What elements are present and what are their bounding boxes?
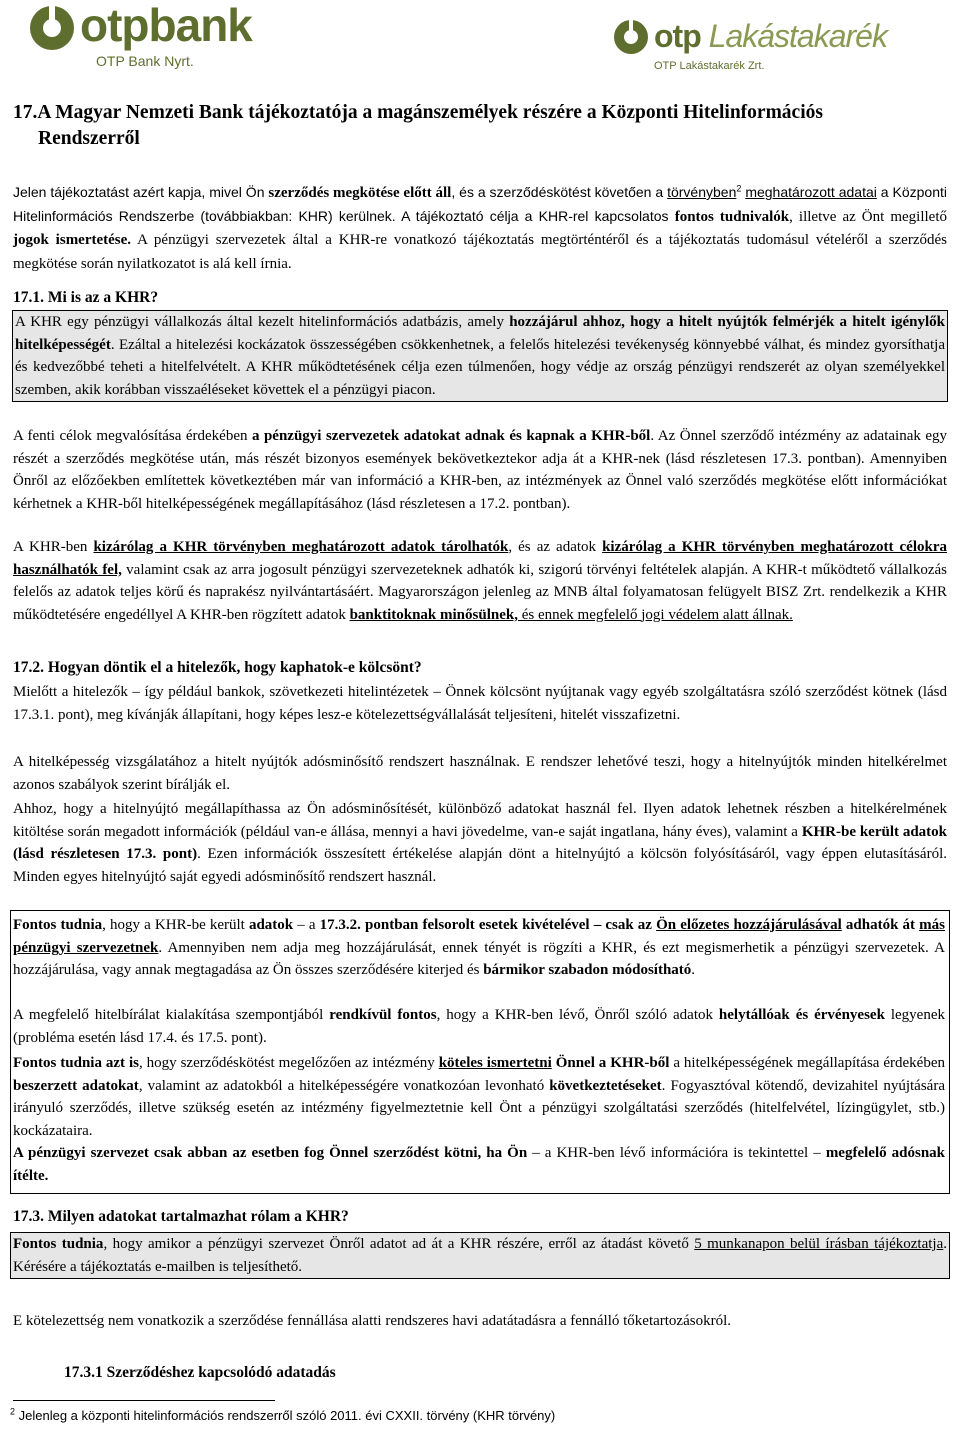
intro-paragraph: Jelen tájékoztatást azért kapja, mivel Ön szerződés megkötése előtt áll, és a szerződéskötést követően a törvényben$^2$ meghatározott adatai a Központi Hitelinformációs Rendszerbe (továbbiakban: KHR) kerülnek. A tájékoztató célja a KHR-rel kapcsolatos fontos tudnivalók, illetve az Önt megillető jogok ismertetése. A pénzügyi szervezetek által a KHR-re vonatkozó tájékoztatás megtörténtéről és a tájékoztatás tudomásul vételéről a szerződés megkötése során nyilatkozatot is alá kell írnia. xyxy=(13,183,947,272)
creditor-decision-paragraph: Mielőtt a hitelezők – így például bankok, szövetkezeti hitelintézetek – Önnek kölcsönt nyújtanak vagy egyéb szolgáltatásra szóló szerződést kötnek (lásd 17.3.1. pont), meg kívánják állapítani, hogy képes lesz-e kötelezettségvállalását teljesíteni, hitelét visszafizetni. xyxy=(13,684,947,723)
monthly-reporting-exception-paragraph: E kötelezettség nem vonatkozik a szerződése fennállása alatti rendszeres havi adatátadásra a fennálló tőketartozásokról. xyxy=(13,1313,732,1329)
footnote-divider xyxy=(13,1400,275,1401)
credit-rating-system-paragraph: A hitelképesség vizsgálatához a hitelt nyújtók adósminősítő rendszert használnak. E rendszer lehetővé teszi, hogy a hitelnyújtók minden hitelkérelmet azonos szabályok szerint bírálják el. xyxy=(13,754,947,793)
section-heading-17-3-1: 17.3.1 Szerződéshez kapcsolódó adatadás xyxy=(64,1364,336,1381)
section-heading-17-2: 17.2. Hogyan döntik el a hitelezők, hogy kaphatok-e kölcsönt? xyxy=(13,659,422,676)
otp-lakastakarek-logo-mark-icon xyxy=(614,20,648,54)
notification-box: Fontos tudnia, hogy amikor a pénzügyi szervezet Önről adatot ad át a KHR részére, erről az átadást követő 5 munkanapon belül írásban tájékoztatja. Kérésére a tájékoztatás e-mailben is teljesíthető. xyxy=(10,1232,950,1279)
otp-lakastakarek-logo-text: otp Lakástakarék xyxy=(654,18,887,54)
otp-lakastakarek-logo xyxy=(614,18,944,78)
page-title: 17.A Magyar Nemzeti Bank tájékoztatója a magánszemélyek részére a Központi Hitelinformációs Rendszerről xyxy=(13,102,823,149)
section-heading-17-3: 17.3. Milyen adatokat tartalmazhat rólam a KHR? xyxy=(13,1208,349,1225)
khr-data-exchange-paragraph: A fenti célok megvalósítása érdekében a pénzügyi szervezetek adatokat adnak és kapnak a KHR-ből. Az Önnel szerződő intézmény az adatainak egy részét a szerződés megkötése után, más részét bizonyos események bekövetkeztekor adja át a KHR-nek (lásd részletesen 17.3. pontban). Amennyiben Önről az előzőekben említettek következtében már van információ a KHR-ben, az intézmények az Önnel való szerződés megkötése előtt információkat kérhetnek a KHR-ből hitelképességének megállapításához (lásd részletesen a 17.2. pontban). xyxy=(13,428,948,512)
section-heading-17-1: 17.1. Mi is az a KHR? xyxy=(13,289,159,306)
footnote: $^2$ Jelenleg a központi hitelinformációs rendszerről szóló 2011. évi CXXII. törvény (KHR törvény) xyxy=(10,1406,556,1423)
otpbank-logo-text: otpbank xyxy=(80,0,252,51)
otp-lakastakarek-logo-tagline: OTP Lakástakarék Zrt. xyxy=(654,60,765,72)
otp-logo-mark-icon xyxy=(30,6,74,50)
credit-rating-data-paragraph: Ahhoz, hogy a hitelnyújtó megállapíthassa az Ön adósminősítését, különböző adatokat használ fel. Ilyen adatok lehetnek részben a hitelkérelmének kitöltése során megadott információk (például van-e állása, mennyi a havi jövedelme, van-e saját ingatlana, hány éves), valamint a KHR-be került adatok (lásd részletesen 17.3. pont). Ezen információk összesített értékelése alapján dönt a hitelnyújtó a kölcsön folyósításáról, vagy éppen elutasításáról. Minden egyes hitelnyújtó saját egyedi adósminősítő rendszert használ. xyxy=(13,801,947,885)
otpbank-logo-tagline: OTP Bank Nyrt. xyxy=(96,53,194,69)
contract-condition-paragraph: A pénzügyi szervezet csak abban az esetben fog Önnel szerződést kötni, ha Ön – a KHR-ben lévő információra is tekintettel – megfelelő adósnak ítélte. xyxy=(13,1145,946,1184)
khr-storage-paragraph: A KHR-ben kizárólag a KHR törvényben meghatározott adatok tárolhatók, és az adatok kizárólag a KHR törvényben meghatározott célokra használhatók fel, valamint csak az arra jogosult pénzügyi szervezeteknek adhatók ki, szigorú törvényi feltételek alapján. A KHR-t működtető vállalkozás felelős az adatok teljes körű és naprakész nyilvántartásáért. Magyarországon jelenleg az MNB által folyamatosan felügyelt BISZ Zrt. rendelkezik a KHR működtetésére engedéllyel A KHR-ben rögzített adatok banktitoknak minősülnek, és ennek megfelelő jogi védelem alatt állnak. xyxy=(13,539,948,623)
disclosure-obligation-paragraph: Fontos tudnia azt is, hogy szerződéskötést megelőzően az intézmény köteles ismertetni Önnel a KHR-ből a hitelképességének megállapítása érdekében beszerzett adatokat, valamint az adatokból a hitelképességére vonatkozóan levonható következtetéseket. Fogyasztóval kötendő, devizahitel nyújtására irányuló szerződés, illetve szükség esetén az intézmény figyelmeztetnie kell Önt a pénzügyi szolgáltatási szerződés (hitelfelvétel, lízingügylet, stb.) kockázataira. xyxy=(13,1055,945,1139)
otpbank-logo xyxy=(28,2,278,72)
khr-definition-box: A KHR egy pénzügyi vállalkozás által kezelt hitelinformációs adatbázis, amely hozzájárul ahhoz, hogy a hitelt nyújtók felmérjék a hitelt igénylők hitelképességét. Ezáltal a hitelezési kockázatok összességében csökkenhetnek, a felelős hitelezési tevékenység könnyebbé válhat, és mindez gyorsíthatja és kedvezőbbé teheti a hitelfelvételt. A KHR működtetésének célja ezen túlmenően, hogy védje az ország pénzügyi rendszerét az olyan személyekkel szemben, akik korábban visszaéléseket követtek el a pénzügyi piacon. xyxy=(12,310,948,402)
consent-paragraph: Fontos tudnia, hogy a KHR-be került adatok – a 17.3.2. pontban felsorolt esetek kivételével – csak az Ön előzetes hozzájárulásával adhatók át más pénzügyi szervezetnek. Amennyiben nem adja meg hozzájárulását, ennek tényét is rögzíti a KHR, és ezt megismerhetik a pénzügyi szervezetek. A hozzájárulása, vagy annak megtagadása az Ön összes szerződésére kiterjed és bármikor szabadon módosítható. xyxy=(13,917,945,978)
data-validity-paragraph: A megfelelő hitelbírálat kialakítása szempontjából rendkívül fontos, hogy a KHR-ben lévő, Önről szóló adatok helytállóak és érvényesek legyenek (probléma esetén lásd 17.4. és 17.5. pont). xyxy=(13,1007,945,1046)
important-notice-box xyxy=(10,910,950,1194)
